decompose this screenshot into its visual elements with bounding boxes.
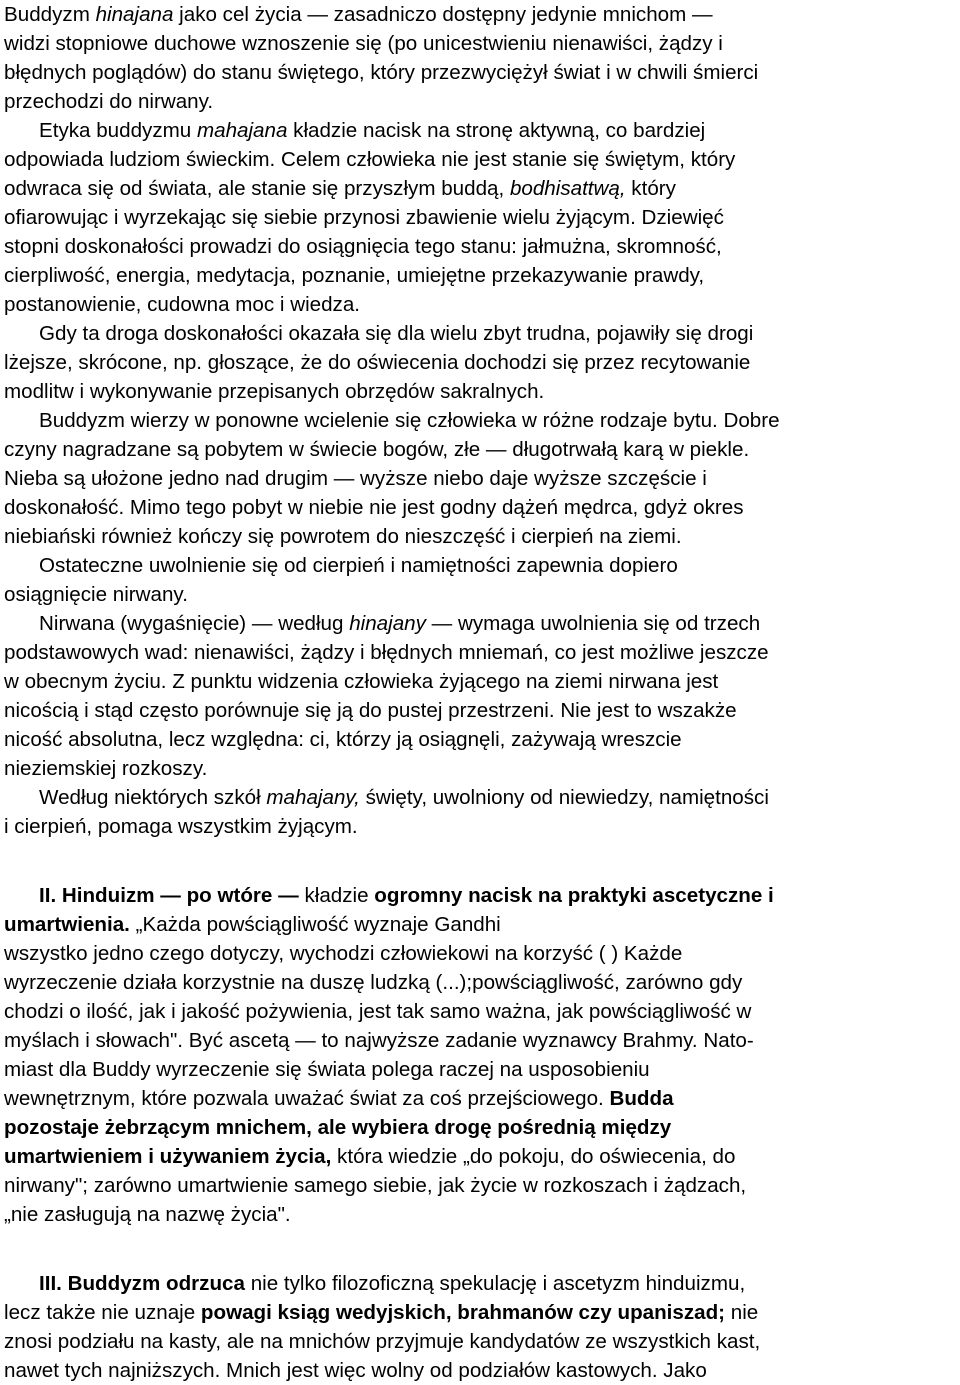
text-run: myślach i słowach". Być ascetą — to najwyższe zadanie wyznawcy Brahmy. Nato-: [4, 1029, 754, 1052]
text-run: „nie zasługują na nazwę życia".: [4, 1203, 291, 1226]
text-run: nawet tych najniższych. Mnich jest więc wolny od podziałów kastowych. Jako: [4, 1359, 707, 1382]
italic-text: mahajany,: [266, 786, 360, 809]
italic-text: mahajana: [196, 119, 288, 142]
text-line: [4, 754, 207, 783]
text-line: [4, 522, 682, 551]
text-run: i cierpień, pomaga wszystkim żyjącym.: [4, 815, 358, 838]
text-line: [4, 464, 707, 493]
italic-text: hinajany: [349, 612, 426, 635]
text-line: [4, 203, 724, 232]
text-line: [4, 1171, 746, 1200]
text-run: nicością i stąd często porównuje się ją do pustej przestrzeni. Nie jest to wszakże: [4, 699, 737, 722]
text-line: [4, 1269, 745, 1298]
text-line: [4, 406, 780, 435]
text-line: [4, 290, 360, 319]
text-run: chodzi o ilość, jak i jakość pożywienia, jest tak samo ważna, jak powściągliwość w: [4, 1000, 752, 1023]
text-line: [4, 968, 742, 997]
text-run: doskonałość. Mimo tego pobyt w niebie nie jest godny dążeń mędrca, gdyż okres: [4, 496, 744, 519]
text-line: [4, 638, 769, 667]
text-run: nirwany"; zarówno umartwienie samego siebie, jak życie w rozkoszach i żądzach,: [4, 1174, 747, 1197]
text-line: [4, 29, 723, 58]
text-line: [4, 1084, 674, 1113]
bold-text: pozostaje żebrzącym mnichem, ale wybiera drogę pośrednią między: [4, 1116, 672, 1139]
text-run: znosi podziału na kasty, ale na mnichów przyjmuje kandydatów ze wszystkich kast,: [4, 1330, 761, 1353]
text-run: Gdy ta droga doskonałości okazała się dla wielu zbyt trudna, pojawiły się drogi: [39, 322, 754, 345]
text-run: Buddyzm wierzy w ponowne wcielenie się człowieka w różne rodzaje bytu. Dobre: [39, 409, 780, 432]
text-line: [4, 174, 676, 203]
bold-text: umartwienia.: [4, 913, 130, 936]
text-run: lecz także nie uznaje: [4, 1301, 201, 1324]
text-line: [4, 87, 213, 116]
text-run: postanowienie, cudowna moc i wiedza.: [4, 293, 361, 316]
text-run: cierpliwość, energia, medytacja, poznanie, umiejętne przekazywanie prawdy,: [4, 264, 705, 287]
text-run: stopni doskonałości prowadzi do osiągnięcia tego stanu: jałmużna, skromność,: [4, 235, 722, 258]
text-line: [4, 725, 682, 754]
text-run: Etyka buddyzmu: [39, 119, 197, 142]
text-line: [4, 939, 682, 968]
bold-text: powagi ksiąg wedyjskich, brahmanów czy upaniszad;: [200, 1301, 726, 1324]
text-line: [4, 1200, 291, 1229]
italic-text: bodhisattwą,: [509, 177, 626, 200]
text-run: kładzie: [298, 884, 375, 907]
text-line: [4, 319, 753, 348]
text-run: błędnych poglądów) do stanu świętego, który przezwyciężył świat i w chwili śmierci: [4, 61, 759, 84]
text-line: [4, 1298, 758, 1327]
text-run: w obecnym życiu. Z punktu widzenia człowieka żyjącego na ziemi nirwana jest: [4, 670, 719, 693]
text-line: [4, 435, 749, 464]
text-line: [4, 1356, 707, 1385]
text-run: widzi stopniowe duchowe wznoszenie się (po unicestwieniu nienawiści, żądzy i: [4, 32, 723, 55]
text-line: [4, 232, 722, 261]
text-line: [4, 783, 769, 812]
text-line: [4, 1327, 760, 1356]
text-run: nicość absolutna, lecz względna: ci, którzy ją osiągnęli, zażywają wreszcie: [4, 728, 682, 751]
text-line: [4, 261, 704, 290]
bold-text: ogromny nacisk na praktyki ascetyczne i: [374, 884, 774, 907]
text-line: [4, 1113, 671, 1142]
text-run: jako cel życia — zasadniczo dostępny jedynie mnichom —: [173, 3, 713, 26]
text-line: [4, 377, 544, 406]
text-run: — wymaga uwolnienia się od trzech: [425, 612, 761, 635]
italic-text: hinajana: [95, 3, 174, 26]
text-line: [4, 493, 744, 522]
text-line: [4, 1026, 754, 1055]
text-line: [4, 580, 188, 609]
text-run: „Każda powściągliwość wyznaje Gandhi: [129, 913, 501, 936]
text-line: [4, 881, 774, 910]
text-line: [4, 145, 735, 174]
text-line: [4, 667, 718, 696]
text-line: [4, 812, 358, 841]
text-run: Buddyzm: [4, 3, 96, 26]
text-run: lżejsze, skrócone, np. głoszące, że do oświecenia dochodzi się przez recytowanie: [4, 351, 751, 374]
text-line: [4, 910, 501, 939]
text-run: która wiedzie „do pokoju, do oświecenia, do: [331, 1145, 736, 1168]
text-run: osiągnięcie nirwany.: [4, 583, 188, 606]
text-run: Nieba są ułożone jedno nad drugim — wyższe niebo daje wyższe szczęście i: [4, 467, 707, 490]
text-run: ofiarowując i wyrzekając się siebie przynosi zbawienie wielu żyjącym. Dziewięć: [4, 206, 724, 229]
text-run: wyrzeczenie działa korzystnie na duszę ludzką (...);powściągliwość, zarówno gdy: [4, 971, 743, 994]
text-run: nieziemskiej rozkoszy.: [4, 757, 208, 780]
text-run: modlitw i wykonywanie przepisanych obrzędów sakralnych.: [4, 380, 545, 403]
bold-text: II. Hinduizm — po wtóre —: [39, 884, 299, 907]
text-line: [4, 551, 678, 580]
text-line: [4, 0, 713, 29]
text-line: [4, 997, 751, 1026]
text-run: czyny nagradzane są pobytem w świecie bogów, złe — długotrwałą karą w piekle.: [4, 438, 750, 461]
text-line: [4, 1055, 650, 1084]
text-line: [4, 609, 760, 638]
text-run: wszystko jedno czego dotyczy, wychodzi człowiekowi na korzyść ( ) Każde: [4, 942, 683, 965]
text-run: nie tylko filozoficzną spekulację i ascetyzm hinduizmu,: [244, 1272, 746, 1295]
text-run: przechodzi do nirwany.: [4, 90, 214, 113]
text-line: [4, 696, 737, 725]
text-run: Według niektórych szkół: [39, 786, 267, 809]
text-run: wewnętrznym, które pozwala uważać świat za coś przejściowego.: [4, 1087, 610, 1110]
bold-text: III. Buddyzm odrzuca: [39, 1272, 245, 1295]
text-run: niebiański również kończy się powrotem do nieszczęść i cierpień na ziemi.: [4, 525, 682, 548]
text-run: Ostateczne uwolnienie się od cierpień i namiętności zapewnia dopiero: [39, 554, 678, 577]
text-run: nie: [725, 1301, 759, 1324]
text-run: podstawowych wad: nienawiści, żądzy i błędnych mniemań, co jest możliwe jeszcze: [4, 641, 769, 664]
text-line: [4, 58, 758, 87]
text-run: kładzie nacisk na stronę aktywną, co bardziej: [287, 119, 706, 142]
text-run: święty, uwolniony od niewiedzy, namiętności: [359, 786, 769, 809]
text-run: miast dla Buddy wyrzeczenie się świata polega raczej na usposobieniu: [4, 1058, 650, 1081]
text-run: odpowiada ludziom świeckim. Celem człowieka nie jest stanie się świętym, który: [4, 148, 736, 171]
bold-text: umartwieniem i używaniem życia,: [4, 1145, 332, 1168]
text-line: [4, 348, 750, 377]
text-line: [4, 1142, 735, 1171]
text-line: [4, 116, 705, 145]
text-run: odwraca się od świata, ale stanie się przyszłym buddą,: [4, 177, 510, 200]
bold-text: Budda: [609, 1087, 674, 1110]
text-run: Nirwana (wygaśnięcie) — według: [39, 612, 350, 635]
text-run: który: [625, 177, 676, 200]
